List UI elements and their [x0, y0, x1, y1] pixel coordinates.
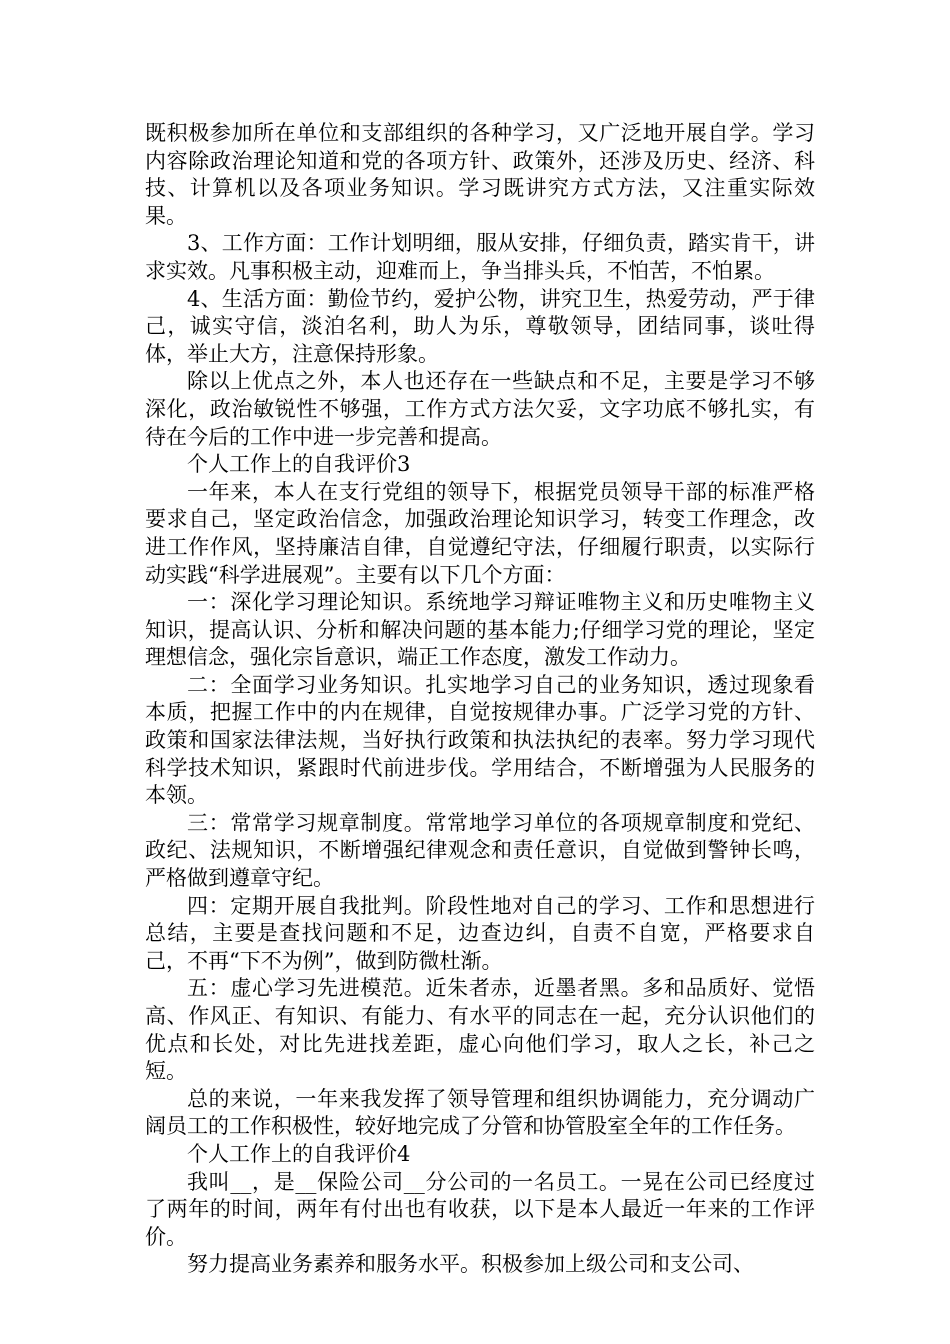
paragraph: 五：虚心学习先进模范。近朱者赤，近墨者黑。多和品质好、觉悟高、作风正、有知识、有能力、有水平的同志在一起，充分认识他们的优点和长处，对比先进找差距，虚心向他们学习，取人之长，补己之短。: [145, 976, 815, 1084]
paragraph: 4、生活方面：勤俭节约，爱护公物，讲究卫生，热爱劳动，严于律己，诚实守信，淡泊名利，助人为乐，尊敬领导，团结同事，谈吐得体，举止大方，注意保持形象。: [145, 286, 815, 366]
document-body: [145, 120, 815, 1279]
paragraph: 我叫__，是__保险公司__分公司的一名员工。一晃在公司已经度过了两年的时间，两年有付出也有收获，以下是本人最近一年来的工作评价。: [145, 1169, 815, 1249]
paragraph: 三：常常学习规章制度。常常地学习单位的各项规章制度和党纪、政纪、法规知识，不断增强纪律观念和责任意识，自觉做到警钟长鸣，严格做到遵章守纪。: [145, 810, 815, 891]
paragraph: 3、工作方面：工作计划明细，服从安排，仔细负责，踏实肯干，讲求实效。凡事积极主动，迎难而上，争当排头兵，不怕苦，不怕累。: [145, 231, 815, 283]
paragraph: 除以上优点之外，本人也还存在一些缺点和不足，主要是学习不够深化，政治敏锐性不够强，工作方式方法欠妥，文字功底不够扎实，有待在今后的工作中进一步完善和提高。: [145, 369, 815, 449]
paragraph: 努力提高业务素养和服务水平。积极参加上级公司和支公司、: [187, 1252, 754, 1277]
paragraph: 四：定期开展自我批判。阶段性地对自己的学习、工作和思想进行总结，主要是查找问题和不足，边查边纠，自责不自宽，严格要求自己，不再“下不为例”，做到防微杜渐。: [145, 893, 815, 973]
section-heading: 个人工作上的自我评价3: [187, 452, 411, 477]
paragraph: 一年来，本人在支行党组的领导下，根据党员领导干部的标准严格要求自己，坚定政治信念，加强政治理论知识学习，转变工作理念，改进工作作风，坚持廉洁自律，自觉遵纪守法，仔细履行职责，以实际行动实践“科学进展观”。主要有以下几个方面：: [145, 479, 815, 587]
paragraph: 总的来说，一年来我发挥了领导管理和组织协调能力，充分调动广阔员工的工作积极性，较好地完成了分管和协管股室全年的工作任务。: [145, 1086, 815, 1139]
section-heading: 个人工作上的自我评价4: [187, 1141, 411, 1166]
paragraph: 既积极参加所在单位和支部组织的各种学习，又广泛地开展自学。学习内容除政治理论知道和党的各项方针、政策外，还涉及历史、经济、科技、计算机以及各项业务知识。学习既讲究方式方法，又注重实际效果。: [145, 121, 815, 228]
paragraph: 二：全面学习业务知识。扎实地学习自己的业务知识，透过现象看本质，把握工作中的内在规律，自觉按规律办事。广泛学习党的方针、政策和国家法律法规，当好执行政策和执法执纪的表率。努力学习现代科学技术知识，紧跟时代前进步伐。学用结合，不断增强为人民服务的本领。: [145, 672, 815, 808]
paragraph: 一：深化学习理论知识。系统地学习辩证唯物主义和历史唯物主义知识，提高认识、分析和解决问题的基本能力;仔细学习党的理论，坚定理想信念，强化宗旨意识，端正工作态度，激发工作动力。: [145, 590, 815, 670]
